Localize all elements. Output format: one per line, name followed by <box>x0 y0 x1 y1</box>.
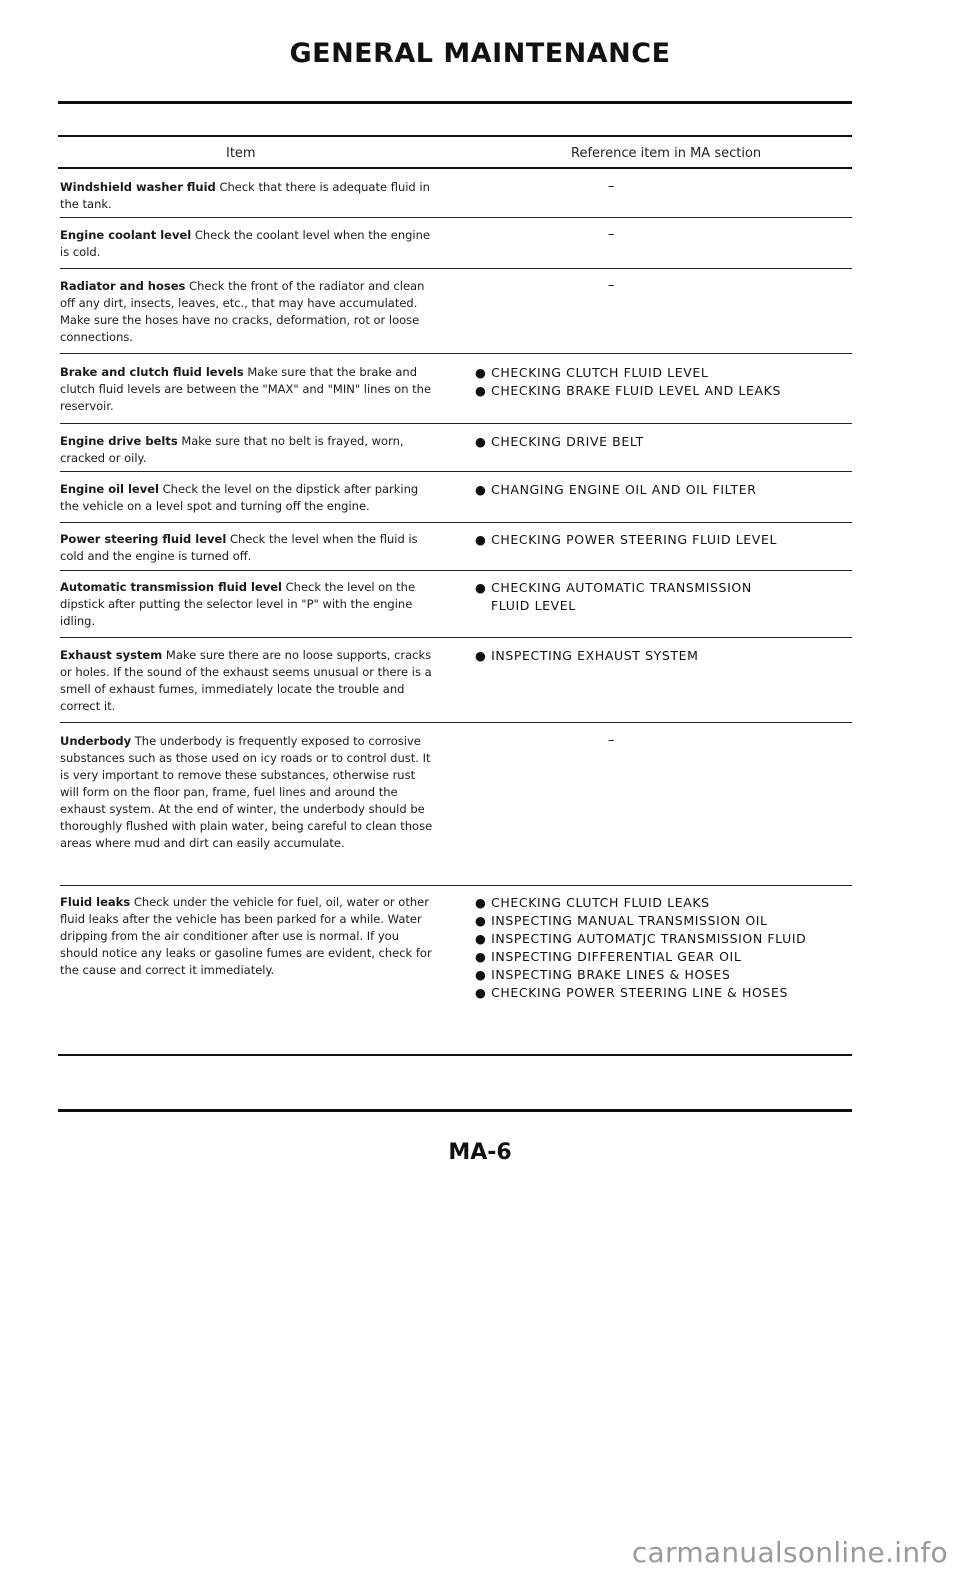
item-text: Check the level on the dipstick after parking the vehicle on a level spot and turning off the engine. <box>60 482 419 513</box>
header-reference: Reference item in MA section <box>571 146 762 161</box>
row-divider <box>60 570 852 571</box>
reference-cell <box>475 579 875 615</box>
footer-rule <box>58 1109 852 1112</box>
reference-none: – <box>608 227 615 242</box>
header-rule <box>58 167 852 169</box>
reference-none: – <box>608 179 615 194</box>
reference-item: ● CHECKING CLUTCH FLUID LEAKS <box>475 895 710 910</box>
item-label: Fluid leaks <box>60 895 131 909</box>
row-divider <box>60 722 852 723</box>
bottom-rule <box>58 1054 852 1056</box>
item-label: Automatic transmission fluid level <box>60 580 282 594</box>
reference-item: ● INSPECTING DIFFERENTIAL GEAR OIL <box>475 949 742 964</box>
reference-item: ● CHECKING CLUTCH FLUID LEVEL <box>475 365 709 380</box>
row-divider <box>60 423 852 424</box>
page-number: MA-6 <box>448 1140 512 1165</box>
reference-item: ● INSPECTING EXHAUST SYSTEM <box>475 648 699 663</box>
item-text: The underbody is frequently exposed to corrosive substances such as those used on icy roads or to control dust. It is very important to remove these substances, otherwise rust will form on the floor pan, frame, fuel lines and around the exhaust system. At the end of winter, the underbody should be thoroughly flushed with plain water, being careful to clean those areas where mud and dirt can easily accumulate. <box>60 734 433 850</box>
item-label: Brake and clutch fluid levels <box>60 365 244 379</box>
reference-item: ● CHECKING POWER STEERING FLUID LEVEL <box>475 532 778 547</box>
row-divider <box>60 217 852 218</box>
item-text: Check the front of the radiator and clean off any dirt, insects, leaves, etc., that may have accumulated. Make sure the hoses have no cracks, deformation, rot or loose connections. <box>60 279 425 344</box>
item-cell <box>60 531 435 565</box>
item-cell <box>60 481 435 515</box>
item-label: Power steering fluid level <box>60 532 227 546</box>
reference-cell <box>475 894 875 1002</box>
reference-none: – <box>608 278 615 293</box>
table-top-rule <box>58 135 852 137</box>
watermark: carmanualsonline.info <box>631 1536 948 1569</box>
item-text: Check the coolant level when the engine is cold. <box>60 228 430 259</box>
item-label: Radiator and hoses <box>60 279 186 293</box>
item-cell <box>60 227 435 261</box>
item-text: Make sure that no belt is frayed, worn, cracked or oily. <box>60 434 404 465</box>
reference-cell <box>475 364 875 400</box>
top-rule <box>58 101 852 104</box>
page-title: GENERAL MAINTENANCE <box>289 38 671 69</box>
reference-item: ● CHECKING AUTOMATIC TRANSMISSION FLUID LEVEL <box>475 580 752 613</box>
reference-item: ● INSPECTING AUTOMATJC TRANSMISSION FLUID <box>475 931 807 946</box>
reference-cell <box>475 647 875 665</box>
item-label: Engine oil level <box>60 482 159 496</box>
reference-cell <box>475 531 875 549</box>
row-divider <box>60 353 852 354</box>
reference-item: ● INSPECTING BRAKE LINES & HOSES <box>475 967 731 982</box>
item-cell <box>60 433 435 467</box>
item-text: Check the level when the fluid is cold and the engine is turned off. <box>60 532 418 563</box>
row-divider <box>60 637 852 638</box>
reference-item: ● INSPECTING MANUAL TRANSMISSION OIL <box>475 913 768 928</box>
item-text: Check that there is adequate fluid in the tank. <box>60 180 430 211</box>
reference-cell <box>475 481 875 499</box>
item-cell <box>60 278 435 346</box>
item-label: Exhaust system <box>60 648 163 662</box>
item-cell <box>60 733 435 852</box>
row-divider <box>60 471 852 472</box>
item-label: Windshield washer fluid <box>60 180 216 194</box>
header-item: Item <box>226 146 256 161</box>
item-cell <box>60 894 435 979</box>
reference-item: ● CHECKING DRIVE BELT <box>475 434 644 449</box>
item-label: Underbody <box>60 734 132 748</box>
item-label: Engine drive belts <box>60 434 178 448</box>
item-text: Check the level on the dipstick after putting the selector level in "P" with the engine idling. <box>60 580 416 628</box>
reference-item: ● CHECKING POWER STEERING LINE & HOSES <box>475 985 788 1000</box>
row-divider <box>60 268 852 269</box>
item-cell <box>60 179 435 213</box>
row-divider <box>60 885 852 886</box>
reference-cell <box>475 433 875 451</box>
row-divider <box>60 522 852 523</box>
item-text: Make sure that the brake and clutch fluid levels are between the "MAX" and "MIN" lines on the reservoir. <box>60 365 432 413</box>
item-cell <box>60 647 435 715</box>
item-label: Engine coolant level <box>60 228 192 242</box>
item-cell <box>60 579 435 630</box>
item-text: Make sure there are no loose supports, cracks or holes. If the sound of the exhaust seems unusual or there is a smell of exhaust fumes, immediately locate the trouble and correct it. <box>60 648 432 713</box>
reference-item: ● CHANGING ENGINE OIL AND OIL FILTER <box>475 482 757 497</box>
item-text: Check under the vehicle for fuel, oil, water or other fluid leaks after the vehicle has been parked for a while. Water dripping from the air conditioner after use is normal. If you should notice any leaks or gasoline fumes are evident, check for the cause and correct it immediately. <box>60 895 432 977</box>
item-cell <box>60 364 435 415</box>
reference-item: ● CHECKING BRAKE FLUID LEVEL AND LEAKS <box>475 383 781 398</box>
reference-none: – <box>608 733 615 748</box>
